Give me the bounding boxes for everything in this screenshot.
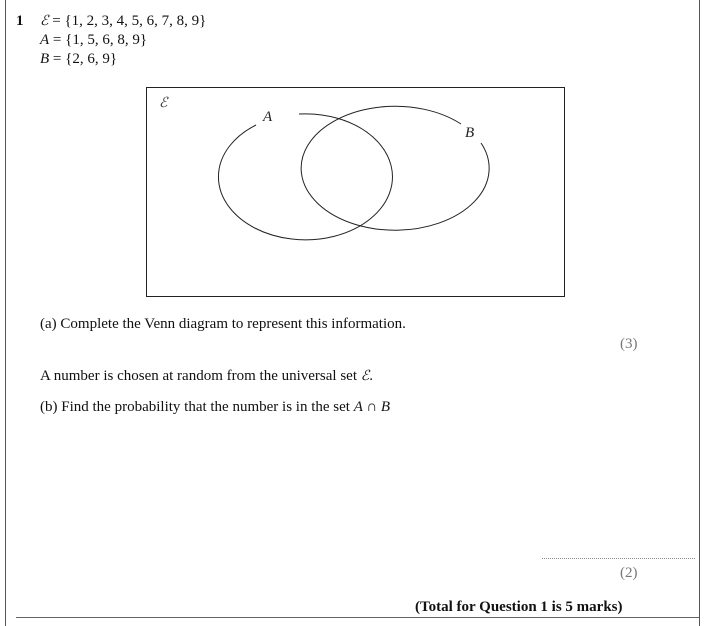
answer-line[interactable]: [542, 558, 695, 559]
set-a-definition: [40, 32, 147, 49]
universal-set-elements: = {1, 2, 3, 4, 5, 6, 7, 8, 9}: [52, 13, 207, 29]
circle-a: [218, 114, 392, 240]
random-selection-text: [40, 368, 373, 385]
random-selection-sentence: A number is chosen at random from the universal set: [40, 368, 358, 384]
venn-diagram: [146, 87, 565, 298]
circle-b-label: B: [465, 125, 475, 141]
universal-set-label: ℰ: [159, 95, 168, 111]
part-a-marks: (3): [620, 336, 638, 352]
set-b-definition: [40, 51, 117, 68]
part-b-text: (b) Find the probability that the number is in the set: [40, 399, 350, 415]
set-b-elements: = {2, 6, 9}: [52, 51, 118, 67]
universal-set-box: [147, 88, 565, 297]
bottom-rule: [16, 617, 699, 618]
set-a-name: A: [40, 32, 50, 48]
intersection-expression: A ∩ B: [353, 399, 391, 415]
question-number: 1: [16, 13, 24, 29]
question-total-marks: (Total for Question 1 is 5 marks): [415, 599, 623, 615]
part-b-question: [40, 399, 390, 416]
part-b-marks: (2): [620, 565, 638, 581]
universal-set-symbol: ℰ: [40, 13, 49, 29]
set-b-name: B: [40, 51, 50, 67]
universal-set-definition: [40, 13, 206, 30]
part-a-question: (a) Complete the Venn diagram to represent this information.: [40, 316, 406, 332]
universal-set-symbol-inline: ℰ: [360, 368, 370, 384]
page-margin-right: [699, 0, 700, 626]
circle-b: [301, 106, 489, 230]
set-a-elements: = {1, 5, 6, 8, 9}: [52, 32, 148, 48]
circle-a-label: A: [263, 109, 273, 125]
sentence-end: .: [369, 368, 373, 384]
page-margin-left: [5, 0, 6, 626]
